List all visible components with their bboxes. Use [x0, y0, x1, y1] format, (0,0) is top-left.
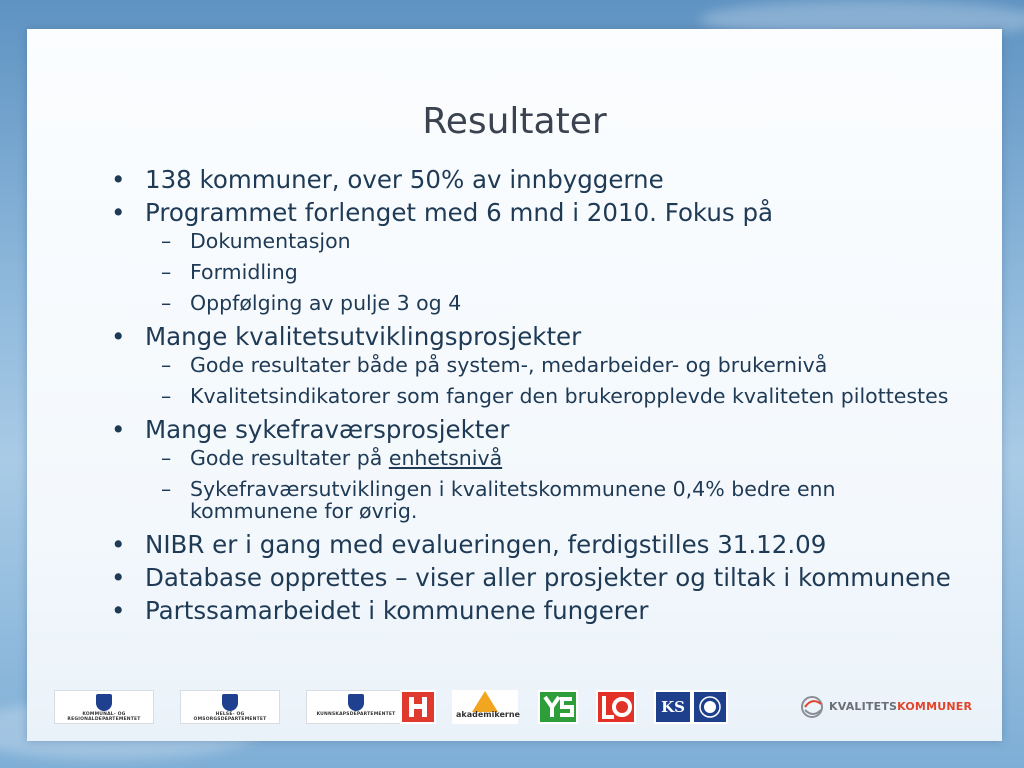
bullet-item: • Mange kvalitetsutviklingsprosjekter – Gode resultater både på system-, medarbeider- og brukernivå – Kvalitetsindikatorer som fanger den brukeropplevde kvaliteten pilottestes	[109, 323, 969, 407]
logo-strip	[54, 690, 974, 726]
bullet-item: • NIBR er i gang med evalueringen, ferdigstilles 31.12.09	[109, 531, 969, 559]
crest-icon	[222, 694, 238, 711]
sub-item: – Gode resultater på enhetsnivå	[161, 446, 503, 470]
sub-item: – Sykefraværsutviklingen i kvalitetskommunene 0,4% bedre enn kommunene for øvrig.	[161, 477, 836, 523]
crest-icon	[96, 694, 112, 711]
seal-icon	[694, 692, 726, 722]
lo-logo-icon	[596, 690, 636, 724]
ministry-logo-kd: KUNNSKAPSDEPARTEMENTET	[306, 690, 406, 724]
sub-list	[145, 447, 969, 522]
ministry-logo-hod: HELSE- OG OMSORGSDEPARTEMENTET	[180, 690, 280, 724]
akademikerne-logo: akademikerne	[452, 690, 518, 724]
sub-item: – Gode resultater både på system-, medarbeider- og brukernivå	[161, 353, 828, 377]
slide-title: Resultater	[422, 101, 607, 142]
sub-list	[145, 230, 969, 314]
crest-icon	[348, 694, 364, 711]
underlined-link[interactable]: enhetsnivå	[388, 446, 503, 470]
ys-logo-icon	[538, 690, 578, 724]
sub-item: – Dokumentasjon	[161, 229, 351, 253]
sub-list	[145, 354, 969, 407]
bullet-item: • Database opprettes – viser aller prosjekter og tiltak i kommunene	[109, 564, 969, 592]
kvalitetskommuner-mark-icon	[799, 694, 827, 720]
unio-logo-icon	[400, 690, 436, 724]
bullet-item: • 138 kommuner, over 50% av innbyggerne	[109, 166, 969, 194]
ks-logo: KS	[654, 690, 728, 724]
ministry-logo-krd: KOMMUNAL- OG REGIONALDEPARTEMENTET	[54, 690, 154, 724]
sub-item: – Oppfølging av pulje 3 og 4	[161, 291, 462, 315]
bullet-item: • Partssamarbeidet i kommunene fungerer	[109, 597, 969, 625]
sub-item: – Kvalitetsindikatorer som fanger den brukeropplevde kvaliteten pilottestes	[161, 384, 949, 408]
sub-item: – Formidling	[161, 260, 298, 284]
slide	[27, 29, 1002, 741]
kvalitetskommuner-logo: KVALITETSKOMMUNER	[799, 692, 969, 722]
bullet-item: • Mange sykefraværsprosjekter – Gode resultater på enhetsnivå – Sykefraværsutviklingen i kvalitetskommunene 0,4% bedre enn kommunene for øvrig.	[109, 416, 969, 522]
bullet-item: • Programmet forlenget med 6 mnd i 2010. Fokus på – Dokumentasjon – Formidling – Oppfølging av pulje 3 og 4	[109, 199, 969, 314]
bullet-list	[109, 166, 969, 630]
